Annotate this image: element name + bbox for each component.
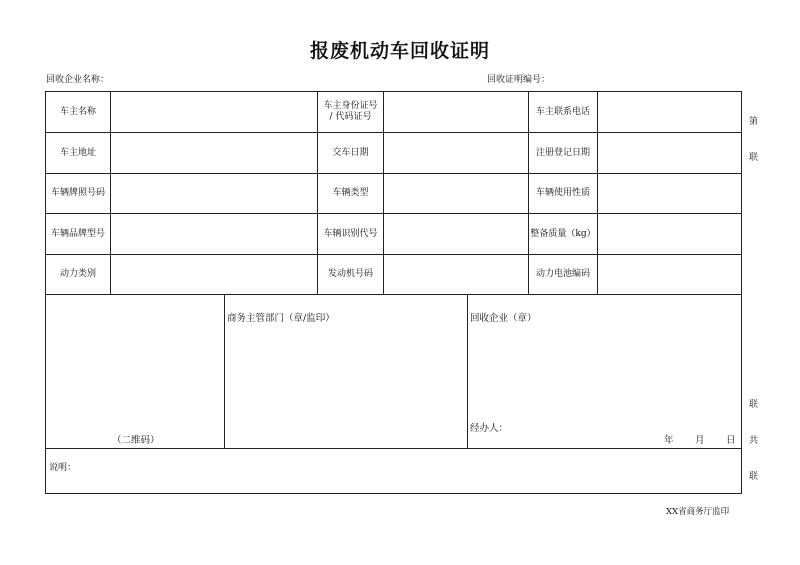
plate-number-label: 车辆牌照号码 bbox=[50, 188, 105, 198]
usage-nature-label: 车辆使用性质 bbox=[535, 188, 590, 198]
section-divider bbox=[224, 294, 225, 448]
owner-id-label-line1: 车主身份证号 bbox=[323, 101, 378, 111]
engine-number-label: 发动机号码 bbox=[327, 269, 373, 279]
copy-label-lian-1: 联 bbox=[749, 153, 759, 163]
owner-id-label bbox=[318, 92, 383, 132]
registration-date-label: 注册登记日期 bbox=[535, 147, 590, 158]
owner-phone-label: 车主联系电话 bbox=[535, 106, 590, 117]
power-type-label: 动力类别 bbox=[59, 269, 96, 279]
row-divider bbox=[45, 173, 742, 174]
column-divider bbox=[110, 91, 111, 294]
row-divider bbox=[45, 294, 742, 295]
copy-label-lian-3: 联 bbox=[749, 472, 759, 482]
qr-code-label: （二维码） bbox=[112, 435, 160, 446]
date-month-label: 月 bbox=[695, 435, 705, 446]
vin-label: 车辆识别代号 bbox=[323, 228, 378, 239]
owner-id-label-line2: / 代码证号 bbox=[329, 112, 372, 122]
row-divider bbox=[45, 254, 742, 255]
brand-model-label: 车辆品牌型号 bbox=[50, 228, 105, 239]
curb-weight-label: 整备质量（kg） bbox=[530, 228, 596, 239]
commerce-dept-seal-label: 商务主管部门（章/监印） bbox=[227, 313, 335, 324]
row-divider bbox=[45, 448, 742, 449]
recycler-seal-label: 回收企业（章） bbox=[470, 313, 537, 324]
owner-name-label: 车主名称 bbox=[59, 106, 96, 117]
row-divider bbox=[45, 213, 742, 214]
section-divider bbox=[467, 294, 468, 448]
enterprise-name-label: 回收企业名称： bbox=[46, 75, 110, 85]
copy-label-di: 第 bbox=[749, 117, 759, 127]
battery-code-label: 动力电池编码 bbox=[535, 269, 590, 279]
handler-label: 经办人： bbox=[470, 423, 509, 434]
owner-address-label: 车主地址 bbox=[59, 147, 96, 158]
column-divider bbox=[597, 91, 598, 294]
copy-label-lian-2: 联 bbox=[749, 400, 759, 410]
date-year-label: 年 bbox=[664, 435, 674, 446]
issuer-footer: XX省商务厅监印 bbox=[666, 507, 730, 517]
vehicle-type-label: 车辆类型 bbox=[332, 188, 369, 198]
certificate-number-label: 回收证明编号： bbox=[487, 75, 551, 85]
notes-label: 说明： bbox=[49, 463, 77, 473]
column-divider bbox=[383, 91, 384, 294]
date-day-label: 日 bbox=[726, 435, 736, 446]
copy-label-gong: 共 bbox=[749, 436, 759, 446]
handover-date-label: 交车日期 bbox=[332, 147, 369, 158]
row-divider bbox=[45, 132, 742, 133]
document-title: 报废机动车回收证明 bbox=[309, 40, 490, 62]
